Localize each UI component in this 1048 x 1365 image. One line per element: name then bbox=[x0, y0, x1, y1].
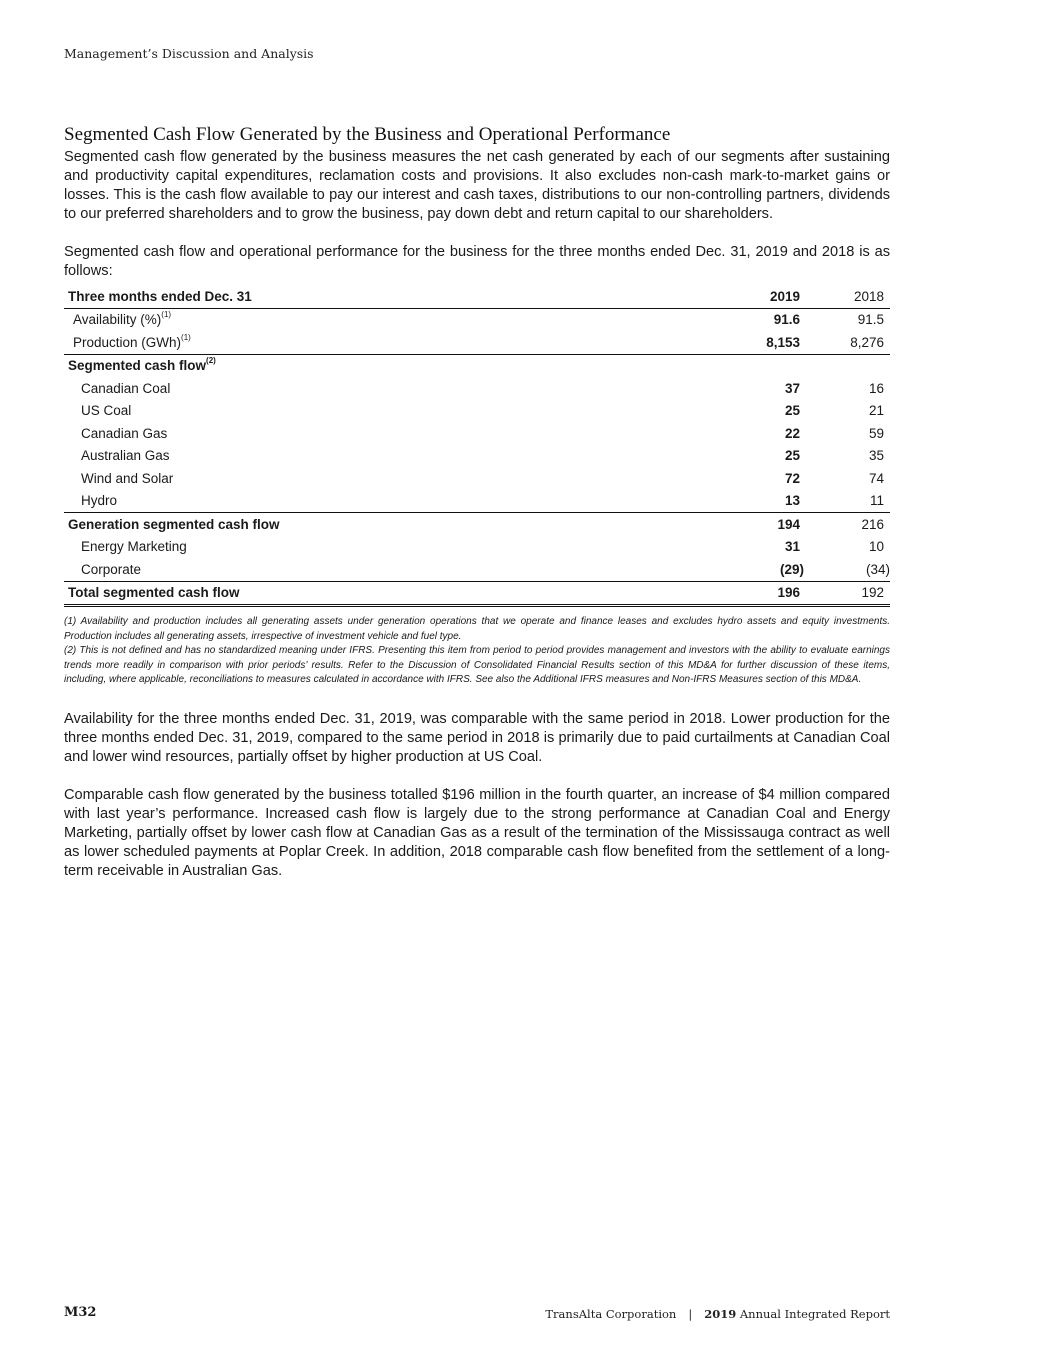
footer-year: 2019 bbox=[704, 1307, 737, 1321]
header-label: Three months ended Dec. 31 bbox=[64, 285, 720, 308]
table-row bbox=[64, 422, 890, 445]
availability-2018: 91.5 bbox=[857, 312, 884, 328]
footer-company: TransAlta Corporation bbox=[545, 1307, 677, 1321]
footnote-1: (1) Availability and production includes all generating assets under generation operations that we operate and finance leases and excludes hydro assets and equity investments. Production includes all generating assets, irrespective of investment vehicle and fuel type. bbox=[64, 616, 890, 642]
energy-marketing-2018: 10 bbox=[868, 539, 884, 555]
segment-2018: 59 bbox=[868, 425, 884, 441]
corporate-2018: (34) bbox=[804, 558, 890, 581]
energy-marketing-label: Energy Marketing bbox=[81, 539, 187, 555]
table-row bbox=[64, 467, 890, 490]
segment-2019: 72 bbox=[784, 470, 800, 486]
table-row bbox=[64, 558, 890, 581]
production-2018: 8,276 bbox=[804, 331, 890, 354]
footnotes bbox=[64, 615, 890, 688]
running-head: Management’s Discussion and Analysis bbox=[64, 46, 314, 61]
segment-2019: 13 bbox=[720, 490, 804, 513]
footer-separator: | bbox=[688, 1307, 693, 1321]
corporate-2019: (29) bbox=[720, 558, 804, 581]
segmented-heading: Segmented cash flow$^{(2)}$ bbox=[68, 356, 216, 374]
segment-2018: 74 bbox=[868, 470, 884, 486]
total-2018: 192 bbox=[804, 581, 890, 606]
table-row bbox=[64, 513, 890, 536]
segment-label: Hydro bbox=[64, 490, 720, 513]
table-row bbox=[64, 354, 890, 377]
header-2019: 2019 bbox=[720, 285, 804, 308]
table-row bbox=[64, 331, 890, 354]
segment-2019: 25 bbox=[784, 403, 800, 419]
segmented-cash-flow-table bbox=[64, 285, 890, 607]
segment-2018: 11 bbox=[804, 490, 890, 513]
section-title: Segmented Cash Flow Generated by the Business and Operational Performance bbox=[64, 124, 671, 145]
page-number: M32 bbox=[64, 1305, 97, 1320]
segment-label: US Coal bbox=[81, 403, 132, 419]
intro-paragraph: Segmented cash flow generated by the business measures the net cash generated by each of our segments after sustaining and productivity capital expenditures, reclamation costs and provisions. It also excludes non-cash mark-to-market gains or losses. This is the cash flow available to pay our interest and cash taxes, distributions to our non-controlling partners, dividends to our preferred shareholders and to grow the business, pay down debt and return capital to our shareholders. bbox=[64, 149, 890, 222]
segment-2019: 37 bbox=[784, 380, 800, 396]
production-label: Production (GWh)$^{(1)}$ bbox=[64, 331, 720, 354]
table-row bbox=[64, 400, 890, 423]
generation-total-2019: 194 bbox=[777, 516, 800, 532]
lead-paragraph: Segmented cash flow and operational performance for the business for the three months ended Dec. 31, 2019 and 2018 is as follows: bbox=[64, 244, 890, 279]
segment-label: Wind and Solar bbox=[81, 470, 174, 486]
total-2019: 196 bbox=[720, 581, 804, 606]
main-content bbox=[64, 124, 890, 881]
table-row bbox=[64, 308, 890, 331]
header-2018: 2018 bbox=[804, 285, 890, 308]
segment-label: Canadian Gas bbox=[81, 425, 168, 441]
segment-label: Australian Gas bbox=[81, 448, 170, 464]
table-row bbox=[64, 377, 890, 400]
availability-2019: 91.6 bbox=[773, 312, 800, 328]
segment-2018: 21 bbox=[868, 403, 884, 419]
production-2019: 8,153 bbox=[720, 331, 804, 354]
table-header-row bbox=[64, 285, 890, 308]
segment-label: Canadian Coal bbox=[81, 380, 171, 396]
corporate-label: Corporate bbox=[64, 558, 720, 581]
availability-label: Availability (%)$^{(1)}$ bbox=[73, 310, 172, 328]
segment-2019: 22 bbox=[784, 425, 800, 441]
table-row bbox=[64, 536, 890, 559]
analysis-paragraph-2: Comparable cash flow generated by the business totalled $196 million in the fourth quarter, an increase of $4 million compared with last year’s performance. Increased cash flow is largely due to the strong performance at Canadian Coal and Energy Marketing, partially offset by lower cash flow at Canadian Gas as a result of the termination of the Mississauga contract as well as lower scheduled payments at Poplar Creek. In addition, 2018 comparable cash flow benefited from the settlement of a long-term receivable in Australian Gas. bbox=[64, 786, 890, 879]
total-label: Total segmented cash flow bbox=[64, 581, 720, 606]
generation-total-label: Generation segmented cash flow bbox=[68, 516, 280, 532]
analysis-paragraph-1: Availability for the three months ended Dec. 31, 2019, was comparable with the same period in 2018. Lower production for the three months ended Dec. 31, 2019, compared to the same period in 2018 is primarily due to paid curtailments at Canadian Coal and lower wind resources, partially offset by higher production at US Coal. bbox=[64, 710, 890, 765]
segment-2018: 35 bbox=[868, 448, 884, 464]
table-row bbox=[64, 490, 890, 513]
energy-marketing-2019: 31 bbox=[784, 539, 800, 555]
table-row bbox=[64, 445, 890, 468]
footnote-2: (2) This is not defined and has no standardized meaning under IFRS. Presenting this item from period to period provides management and investors with the ability to evaluate earnings trends more readily in comparison with prior periods’ results. Refer to the Discussion of Consolidated Financial Results section of this MD&A for further discussion of these items, including, where applicable, reconciliations to measures calculated in accordance with IFRS. See also the Additional IFRS measures and Non-IFRS Measures section of this MD&A. bbox=[64, 645, 890, 685]
footer-report-info bbox=[545, 1307, 890, 1321]
segment-2019: 25 bbox=[784, 448, 800, 464]
generation-total-2018: 216 bbox=[861, 516, 884, 532]
table-row bbox=[64, 581, 890, 606]
segment-2018: 16 bbox=[868, 380, 884, 396]
footer-report: Annual Integrated Report bbox=[739, 1307, 890, 1321]
